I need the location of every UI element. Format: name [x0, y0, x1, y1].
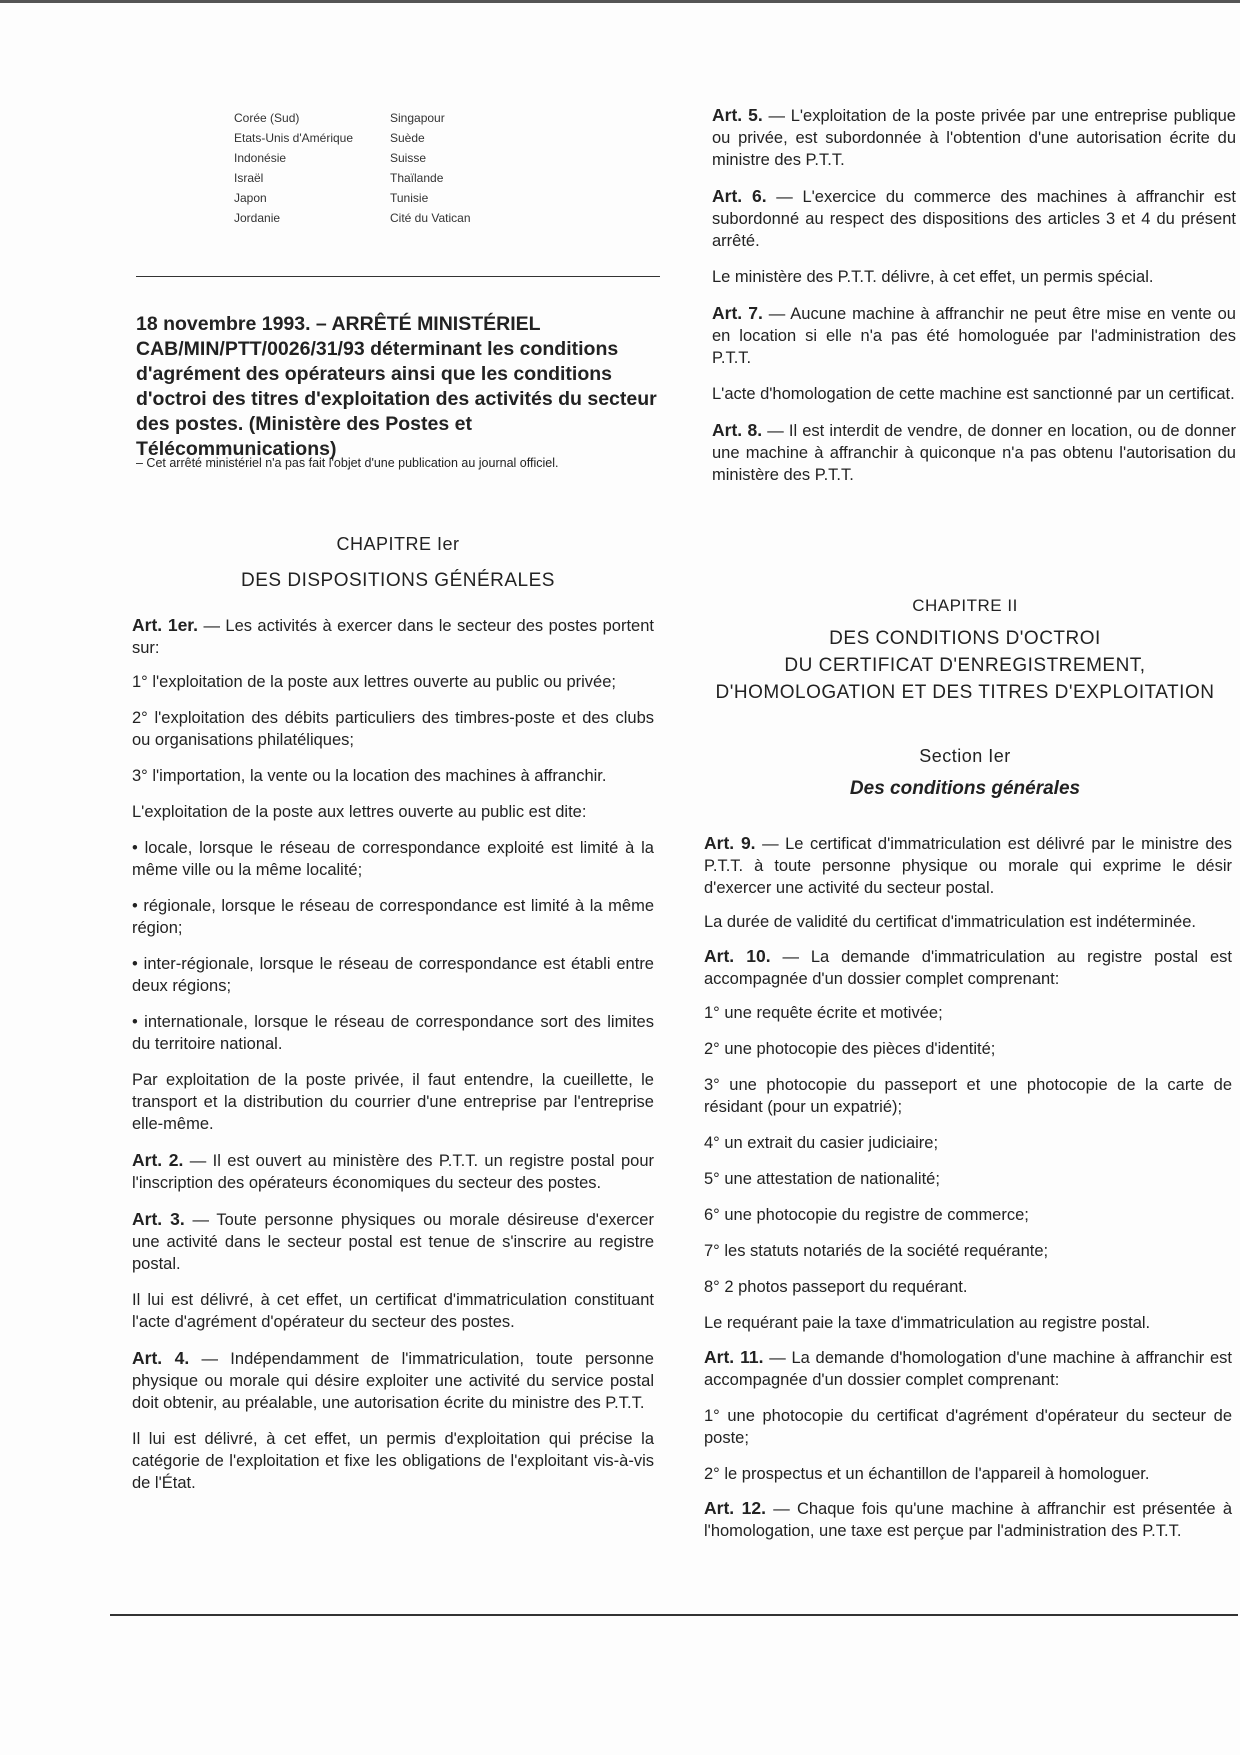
paragraph: 2° l'exploitation des débits particuliers des timbres-poste et des clubs ou organisations philatéliques; — [132, 709, 654, 749]
paragraph: Le ministère des P.T.T. délivre, à cet effet, un permis spécial. — [712, 268, 1154, 286]
decree-title: 18 novembre 1993. – ARRÊTÉ MINISTÉRIEL CAB/MIN/PTT/0026/31/93 déterminant les conditions d'agrément des opérateurs ainsi que les conditions d'octroi des titres d'exploitation des activités du secteur des postes. (Ministère des Postes et Télécommunications) — [136, 313, 657, 460]
article-paragraph: Art. 1er. — Les activités à exercer dans le secteur des postes portent sur: — [132, 615, 654, 657]
country-item: Tunisie — [390, 191, 429, 205]
country-item: Israël — [234, 171, 264, 185]
country-item: Suisse — [390, 151, 427, 165]
list-item: 2° une photocopie des pièces d'identité; — [704, 1040, 996, 1058]
article-paragraph: Art. 4. — Indépendamment de l'immatriculation, toute personne physique ou morale qui désire exploiter une activité du service postal doit obtenir, au préalable, une autorisation écrite du ministre des P.T.T. — [132, 1348, 654, 1412]
paragraph: L'exploitation de la poste aux lettres ouverte au public est dite: — [132, 803, 587, 821]
country-item: Jordanie — [234, 211, 281, 225]
list-item: 5° une attestation de nationalité; — [704, 1170, 940, 1188]
list-item: 1° une photocopie du certificat d'agrément d'opérateur du secteur de poste; — [704, 1407, 1232, 1447]
paragraph: 3° l'importation, la vente ou la location des machines à affranchir. — [132, 767, 607, 785]
country-item: Etats-Unis d'Amérique — [234, 131, 354, 145]
country-item: Indonésie — [234, 151, 287, 165]
chapter-1-label: CHAPITRE Ier — [336, 534, 460, 554]
list-item: 3° une photocopie du passeport et une photocopie de la carte de résidant (pour un expatrié); — [704, 1076, 1232, 1116]
article-paragraph: Art. 9. — Le certificat d'immatriculation est délivré par le ministre des P.T.T. à toute personne physique ou morale qui exprime le désir d'exercer une activité du secteur postal. — [704, 833, 1232, 897]
paragraph: Par exploitation de la poste privée, il faut entendre, la cueillette, le transport et la distribution du courrier d'une entreprise par l'entreprise elle-même. — [132, 1071, 654, 1133]
bullet-item: • internationale, lorsque le réseau de correspondance sort des limites du territoire national. — [132, 1013, 654, 1053]
list-item: 7° les statuts notariés de la société requérante; — [704, 1242, 1049, 1260]
bullet-item: • inter-régionale, lorsque le réseau de correspondance est établi entre deux régions; — [132, 955, 654, 995]
article-paragraph: Art. 11. — La demande d'homologation d'une machine à affranchir est accompagnée d'un dossier complet comprenant: — [704, 1347, 1232, 1389]
chapter-1-title: DES DISPOSITIONS GÉNÉRALES — [241, 570, 555, 591]
country-item: Singapour — [390, 111, 445, 125]
right-column-bottom — [704, 832, 1232, 1554]
article-paragraph: Art. 3. — Toute personne physiques ou morale désireuse d'exercer une activité dans le secteur postal est tenue de s'inscrire au registre postal. — [132, 1209, 654, 1273]
paragraph: L'acte d'homologation de cette machine est sanctionné par un certificat. — [712, 385, 1235, 403]
section-1-label: Section Ier — [919, 746, 1011, 766]
section-divider — [136, 276, 660, 277]
country-item: Suède — [390, 131, 425, 145]
paragraph: Il lui est délivré, à cet effet, un certificat d'immatriculation constituant l'acte d'agrément d'opérateur du secteur des postes. — [132, 1291, 654, 1331]
list-item: 1° une requête écrite et motivée; — [704, 1004, 943, 1022]
country-item: Corée (Sud) — [234, 111, 300, 125]
article-paragraph: Art. 5. — L'exploitation de la poste privée par une entreprise publique ou privée, est subordonnée à l'obtention d'une autorisation écrite du ministre des P.T.T. — [712, 105, 1236, 169]
chapter-2-title-line-1: DES CONDITIONS D'OCTROI — [829, 628, 1101, 649]
article-paragraph: Art. 10. — La demande d'immatriculation au registre postal est accompagnée d'un dossier complet comprenant: — [704, 946, 1232, 988]
section-1-title: Des conditions générales — [849, 778, 1081, 799]
article-paragraph: Art. 8. — Il est interdit de vendre, de donner en location, ou de donner une machine à affranchir à quiconque n'a pas obtenu l'autorisation du ministère des P.T.T. — [712, 420, 1236, 484]
list-item: 4° un extrait du casier judiciaire; — [704, 1134, 939, 1152]
left-column — [132, 614, 654, 1508]
list-item: 8° 2 photos passeport du requérant. — [704, 1278, 968, 1296]
chapter-2-title-line-3: D'HOMOLOGATION ET DES TITRES D'EXPLOITATION — [715, 682, 1215, 703]
chapter-2-label: CHAPITRE II — [912, 596, 1018, 615]
paragraph: Le requérant paie la taxe d'immatriculation au registre postal. — [704, 1314, 1151, 1332]
paragraph: 1° l'exploitation de la poste aux lettres ouverte au public ou privée; — [132, 673, 616, 691]
list-item: 6° une photocopie du registre de commerce; — [704, 1206, 1029, 1224]
right-column-top — [712, 104, 1236, 500]
country-item: Cité du Vatican — [390, 211, 471, 225]
article-paragraph: Art. 12. — Chaque fois qu'une machine à affranchir est présentée à l'homologation, une taxe est perçue par l'administration des P.T.T. — [704, 1498, 1232, 1540]
list-item: 2° le prospectus et un échantillon de l'appareil à homologuer. — [704, 1465, 1150, 1483]
bullet-item: • régionale, lorsque le réseau de correspondance est limité à la même région; — [132, 897, 654, 937]
country-item: Japon — [234, 191, 267, 205]
country-item: Thaïlande — [390, 171, 444, 185]
footer-rule — [110, 1614, 1238, 1616]
scan-edge — [0, 0, 1240, 3]
bullet-item: • locale, lorsque le réseau de correspondance exploité est limité à la même ville ou la même localité; — [132, 839, 654, 879]
paragraph: La durée de validité du certificat d'immatriculation est indéterminée. — [704, 913, 1196, 931]
article-paragraph: Art. 2. — Il est ouvert au ministère des P.T.T. un registre postal pour l'inscription des opérateurs économiques du secteur des postes. — [132, 1150, 654, 1192]
decree-note: – Cet arrêté ministériel n'a pas fait l'objet d'une publication au journal officiel. — [136, 456, 559, 470]
article-paragraph: Art. 7. — Aucune machine à affranchir ne peut être mise en vente ou en location si elle n'a pas été homologuée par l'administration des P.T.T. — [712, 303, 1236, 367]
paragraph: Il lui est délivré, à cet effet, un permis d'exploitation qui précise la catégorie de l'exploitation et fixe les obligations de l'exploitant vis-à-vis de l'État. — [132, 1430, 654, 1492]
chapter-2-title-line-2: DU CERTIFICAT D'ENREGISTREMENT, — [784, 655, 1146, 676]
article-paragraph: Art. 6. — L'exercice du commerce des machines à affranchir est subordonné au respect des dispositions des articles 3 et 4 du présent arrêté. — [712, 186, 1236, 250]
